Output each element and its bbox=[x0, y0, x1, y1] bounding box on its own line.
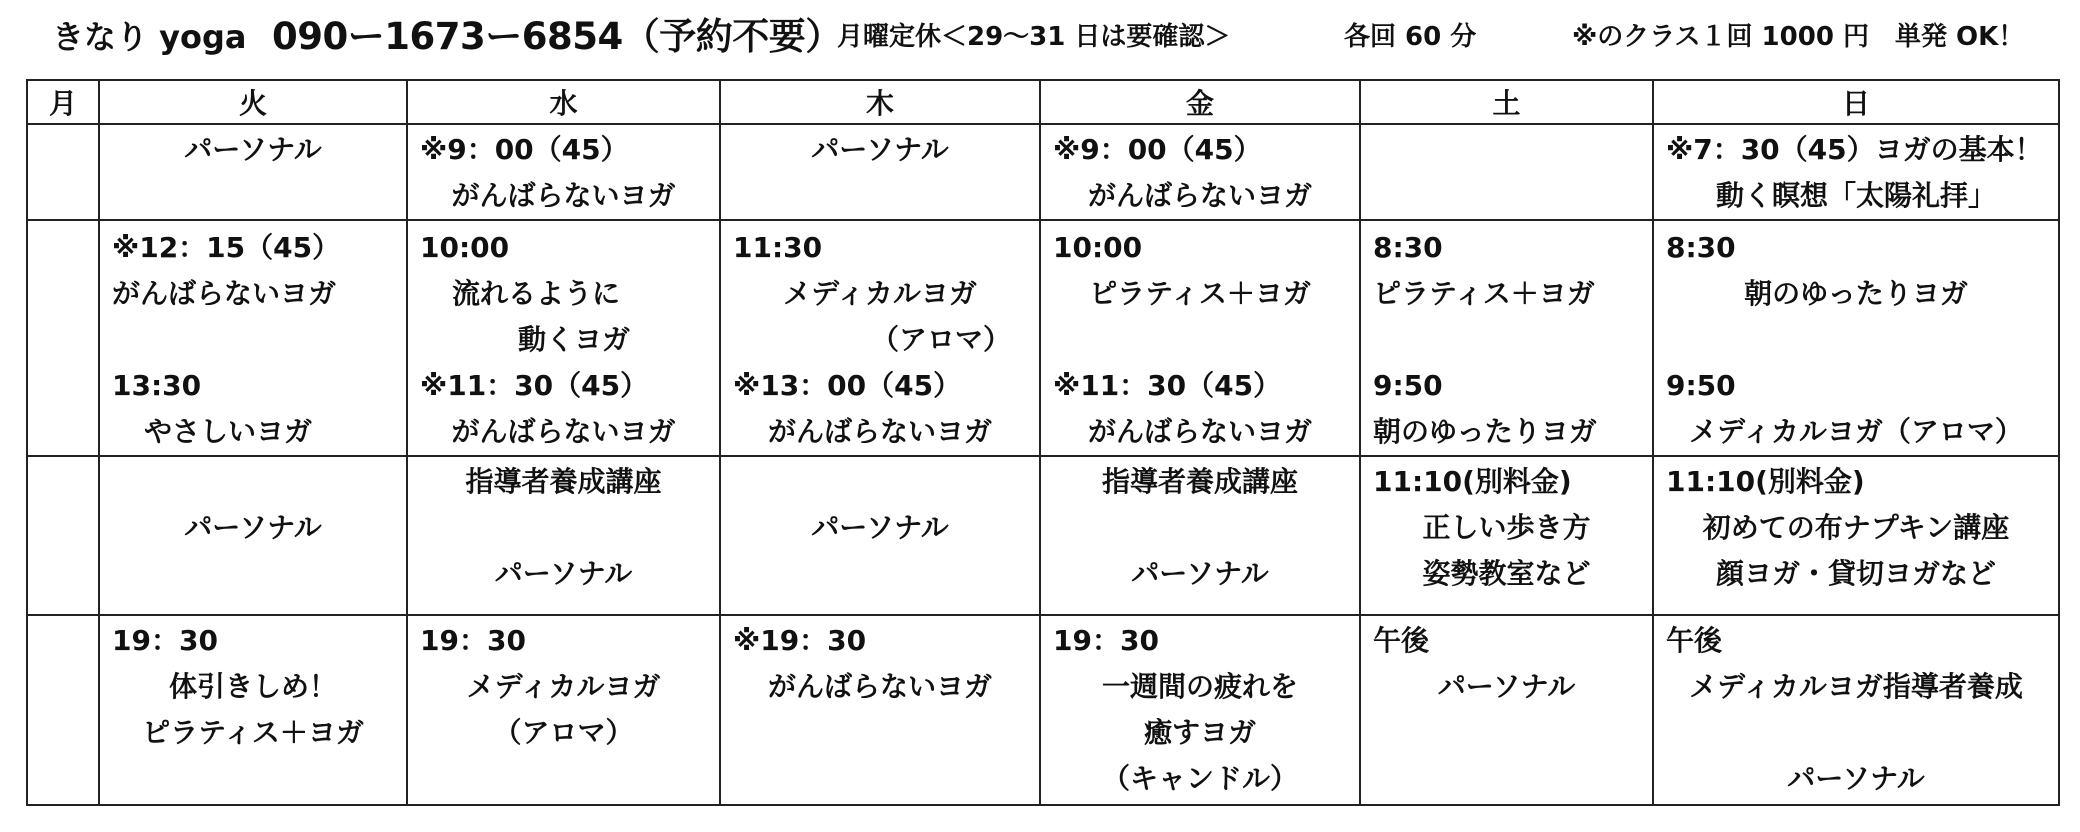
class-entry-line: 午後 bbox=[1373, 623, 1430, 657]
class-entry-line: パーソナル bbox=[184, 511, 322, 545]
class-entry-line: がんばらないヨガ bbox=[767, 415, 992, 449]
class-entry-line: ※19：30 bbox=[733, 623, 867, 657]
studio-name: きなり yoga bbox=[52, 18, 247, 56]
timetable-cell-thu bbox=[720, 615, 1040, 805]
class-entry-line: ピラティス＋ヨガ bbox=[1373, 277, 1595, 311]
timetable-cell-sun bbox=[1653, 615, 2059, 805]
class-entry-line: ※7：30（45）ヨガの基本！ bbox=[1666, 133, 2043, 166]
class-entry-line: ピラティス＋ヨガ bbox=[1089, 277, 1311, 311]
timetable-cell-sun bbox=[1653, 220, 2059, 456]
class-entry-line: ※12：15（45） bbox=[112, 231, 341, 265]
class-entry-line: ※11：30（45） bbox=[1053, 369, 1282, 403]
class-entry-line: （キャンドル） bbox=[1101, 761, 1298, 795]
phone-number: 090ー1673ー6854（予約不要） bbox=[272, 15, 842, 58]
class-entry-line: がんばらないヨガ bbox=[767, 669, 992, 703]
timetable-cell-wed bbox=[407, 456, 720, 614]
class-entry-line: パーソナル bbox=[184, 133, 322, 166]
day-header-row bbox=[27, 80, 2059, 124]
timetable-cell-thu bbox=[720, 456, 1040, 614]
class-entry-line: 19：30 bbox=[1053, 623, 1159, 657]
class-entry-line bbox=[1041, 505, 1359, 551]
class-entry-line: がんばらないヨガ bbox=[1087, 179, 1312, 212]
class-entry-line bbox=[408, 505, 719, 551]
timetable-cell-fri bbox=[1040, 220, 1360, 456]
class-entry-line: 10:00 bbox=[420, 231, 510, 265]
timetable-cell-tue bbox=[99, 456, 407, 614]
class-entry-line bbox=[721, 459, 1039, 505]
class-entry-line: ピラティス＋ヨガ bbox=[142, 715, 364, 749]
class-entry-line: ※9：00（45） bbox=[420, 133, 629, 166]
timetable-cell-sun bbox=[1653, 456, 2059, 614]
class-entry-line: （アロマ） bbox=[871, 323, 1012, 357]
timetable-cell-wed bbox=[407, 124, 720, 220]
class-entry-line: 癒すヨガ bbox=[1143, 715, 1256, 749]
class-entry-line: ※9：00（45） bbox=[1053, 133, 1262, 166]
class-entry-line bbox=[1041, 317, 1359, 363]
class-entry-line: 9:50 bbox=[1666, 369, 1736, 403]
class-entry-line: ※11：30（45） bbox=[420, 369, 649, 403]
day-header-wed: 水 bbox=[407, 80, 720, 124]
class-entry-line: （アロマ） bbox=[493, 715, 634, 749]
class-entry-line: 8:30 bbox=[1666, 231, 1736, 265]
timetable-row bbox=[27, 615, 2059, 805]
day-header-thu: 木 bbox=[720, 80, 1040, 124]
class-entry-line: 19：30 bbox=[112, 623, 218, 657]
class-entry-line: 動くヨガ bbox=[518, 323, 631, 357]
class-entry-line: パーソナル bbox=[494, 557, 633, 591]
class-entry-line: 午後 bbox=[1666, 623, 1723, 657]
class-entry-line: 顔ヨガ・貸切ヨガなど bbox=[1715, 557, 1996, 591]
timetable-cell-tue bbox=[99, 220, 407, 456]
class-entry-line: 11:10(別料金) bbox=[1373, 465, 1572, 499]
class-entry-line: 9:50 bbox=[1373, 369, 1443, 403]
class-entry-line bbox=[1654, 317, 2058, 363]
class-entry-line: 正しい歩き方 bbox=[1422, 511, 1591, 545]
class-entry-line: パーソナル bbox=[1437, 669, 1576, 703]
day-header-sat: 土 bbox=[1360, 80, 1653, 124]
timetable-cell-sat bbox=[1360, 124, 1653, 220]
class-entry-line: 11:10(別料金) bbox=[1666, 465, 1865, 499]
day-header-sun: 日 bbox=[1653, 80, 2059, 124]
class-entry-line: パーソナル bbox=[1131, 557, 1269, 591]
timetable-cell-sun bbox=[1653, 124, 2059, 220]
class-entry-line: がんばらないヨガ bbox=[1087, 415, 1312, 449]
timetable-cell-mon bbox=[27, 615, 99, 805]
class-entry-line: メディカルヨガ bbox=[783, 277, 977, 311]
timetable-cell-mon bbox=[27, 220, 99, 456]
class-entry-line: がんばらないヨガ bbox=[112, 277, 337, 311]
class-entry-line: パーソナル bbox=[811, 511, 949, 545]
timetable-cell-wed bbox=[407, 615, 720, 805]
class-entry-line: 13:30 bbox=[112, 369, 202, 403]
weekly-timetable bbox=[26, 79, 2060, 806]
class-entry-line: 初めての布ナプキン講座 bbox=[1702, 511, 2010, 545]
timetable-cell-fri bbox=[1040, 615, 1360, 805]
class-entry-line: 動く瞑想「太陽礼拝」 bbox=[1715, 179, 1996, 212]
timetable-cell-mon bbox=[27, 124, 99, 220]
class-entry-line: 朝のゆったりヨガ bbox=[1373, 415, 1597, 449]
class-entry-line: パーソナル bbox=[1787, 761, 1925, 795]
class-entry-line: メディカルヨガ指導者養成 bbox=[1689, 669, 2023, 703]
timetable-cell-tue bbox=[99, 615, 407, 805]
class-entry-line: 19：30 bbox=[420, 623, 526, 657]
day-header-fri: 金 bbox=[1040, 80, 1360, 124]
class-entry-line: 流れるように bbox=[452, 277, 621, 311]
class-entry-line bbox=[1654, 710, 2058, 756]
class-entry-line: 朝のゆったりヨガ bbox=[1744, 277, 1968, 311]
class-entry-line: やさしいヨガ bbox=[144, 415, 313, 449]
timetable-row bbox=[27, 124, 2059, 220]
class-duration-note: 各回 60 分 bbox=[1344, 22, 1477, 52]
class-entry-line: メディカルヨガ（アロマ） bbox=[1689, 415, 2023, 449]
timetable-cell-sat bbox=[1360, 220, 1653, 456]
timetable-cell-thu bbox=[720, 124, 1040, 220]
class-entry-line: がんばらないヨガ bbox=[451, 179, 676, 212]
class-entry-line: 指導者養成講座 bbox=[465, 465, 662, 499]
class-entry-line: 体引きしめ！ bbox=[168, 669, 337, 703]
day-header-mon: 月 bbox=[27, 80, 99, 124]
class-entry-line bbox=[100, 317, 406, 363]
timetable-cell-fri bbox=[1040, 456, 1360, 614]
timetable-cell-fri bbox=[1040, 124, 1360, 220]
class-entry-line: 指導者養成講座 bbox=[1101, 465, 1298, 499]
timetable-cell-wed bbox=[407, 220, 720, 456]
class-entry-line bbox=[100, 459, 406, 505]
timetable-row bbox=[27, 456, 2059, 614]
timetable-cell-sat bbox=[1360, 615, 1653, 805]
class-entry-line: がんばらないヨガ bbox=[451, 415, 676, 449]
timetable-cell-sat bbox=[1360, 456, 1653, 614]
day-header-tue: 火 bbox=[99, 80, 407, 124]
class-entry-line: パーソナル bbox=[811, 133, 949, 166]
class-entry-line bbox=[1361, 317, 1652, 363]
schedule-header bbox=[52, 6, 2062, 66]
timetable-cell-tue bbox=[99, 124, 407, 220]
timetable-cell-thu bbox=[720, 220, 1040, 456]
class-entry-line: 一週間の疲れを bbox=[1101, 669, 1298, 703]
class-entry-line: 8:30 bbox=[1373, 231, 1443, 265]
timetable-body bbox=[27, 124, 2059, 805]
class-entry-line: メディカルヨガ bbox=[466, 669, 661, 703]
class-entry-line: 姿勢教室など bbox=[1422, 557, 1591, 591]
class-entry-line: ※13：00（45） bbox=[733, 369, 962, 403]
timetable-cell-mon bbox=[27, 456, 99, 614]
class-entry-line: 10:00 bbox=[1053, 231, 1143, 265]
price-note: ※のクラス１回 1000 円 単発 OK！ bbox=[1572, 22, 2025, 52]
class-entry-line: 11:30 bbox=[733, 231, 823, 265]
closed-days-note: 月曜定休＜29～31 日は要確認＞ bbox=[837, 22, 1231, 52]
timetable-row bbox=[27, 220, 2059, 456]
